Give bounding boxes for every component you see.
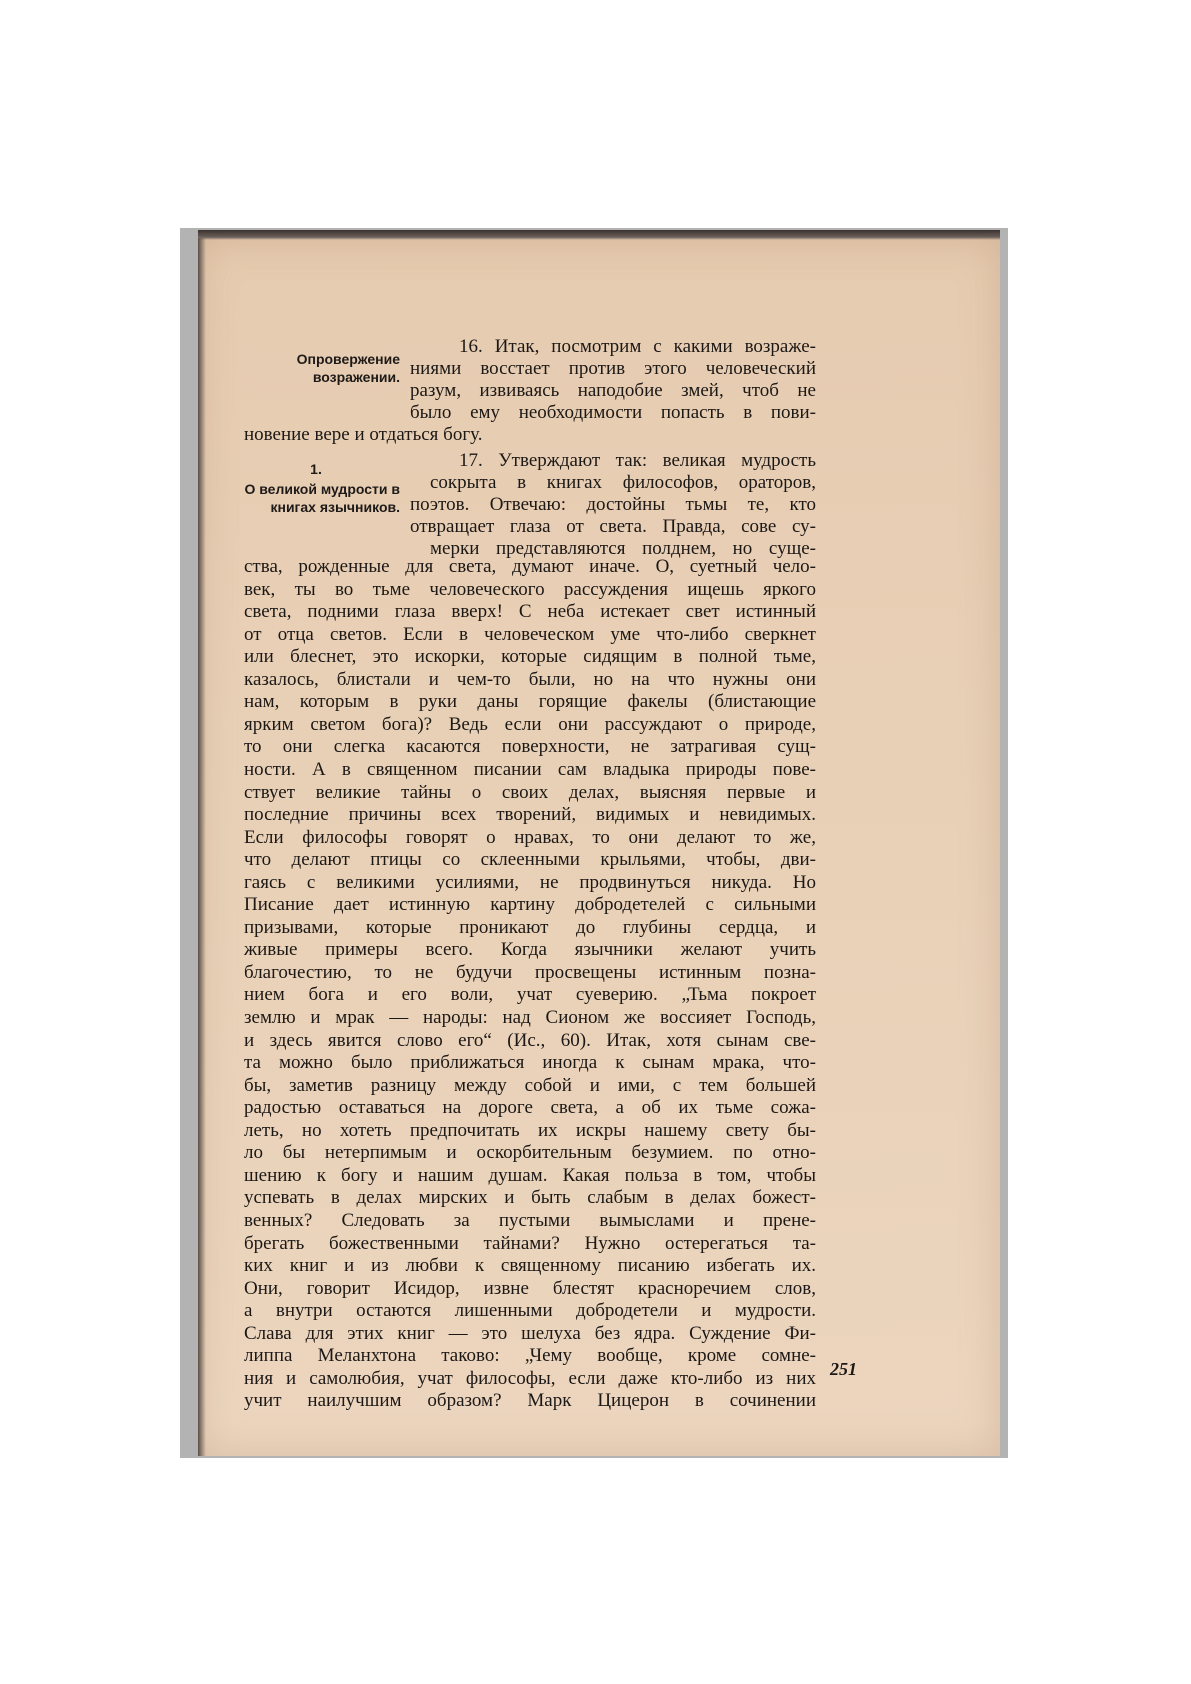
text-line: Если философы говорят о нравах, то они делают то же, [244, 827, 816, 848]
text-line: живые примеры всего. Когда язычники желают учить [244, 939, 816, 960]
text-line: от отца светов. Если в человеческом уме что-либо сверкнет [244, 624, 816, 645]
text-line: нам, которым в руки даны горящие факелы (блистающие [244, 691, 816, 712]
text-line: венных? Следовать за пустыми вымыслами и прене- [244, 1210, 816, 1231]
text-line: ярким светом бога)? Ведь если они рассуждают о природе, [244, 714, 816, 735]
text-line: последние причины всех творений, видимых и невидимых. [244, 804, 816, 825]
text-line: казалось, блистали и чем-то были, но на что нужны они [244, 669, 816, 690]
text-line: ности. А в священном писании сам владыка природы пове- [244, 759, 816, 780]
text-line: Писание дает истинную картину добродетелей с сильными [244, 894, 816, 915]
text-line: ких книг и из любви к священному писанию избегать их. [244, 1255, 816, 1276]
text-line: благочестию, то не будучи просвещены истинным позна- [244, 962, 816, 983]
page-left-edge [198, 238, 206, 1456]
text-line: век, ты во тьме человеческого рассуждения ищешь яркого [244, 579, 816, 600]
margin-note-refutation: Опровержение возражении. [296, 351, 400, 385]
text-line: поэтов. Отвечаю: достойны тьмы те, кто [410, 494, 816, 515]
text-line: ния и самолюбия, учат философы, если даже кто-либо из них [244, 1368, 816, 1389]
text-line: или блеснет, это искорки, которые сидящим в полной тьме, [244, 646, 816, 667]
margin-note-wisdom: О великой мудрости в книгах язычников. [244, 481, 400, 515]
text-line: то они слегка касаются поверхности, не затрагивая сущ- [244, 736, 816, 757]
text-line: отвращает глаза от света. Правда, сове су- [410, 516, 816, 537]
text-line: успевать в делах мирских и быть слабым в делах божест- [244, 1187, 816, 1208]
text-line: призывами, которые проникают до глубины сердца, и [244, 917, 816, 938]
text-line: липпа Меланхтона таково: „Чему вообще, кроме сомне- [244, 1345, 816, 1366]
text-line: ло бы нетерпимым и оскорбительным безумием. по отно- [244, 1142, 816, 1163]
text-line: мерки представляются полднем, но суще- [430, 538, 816, 559]
text-line: Слава для этих книг — это шелуха без ядра. Суждение Фи- [244, 1323, 816, 1344]
text-line: леть, но хотеть предпочитать их искры нашему свету бы- [244, 1120, 816, 1141]
text-line: а внутри остаются лишенными добродетели и мудрости. [244, 1300, 816, 1321]
text-line: брегать божественными тайнами? Нужно остерегаться та- [244, 1233, 816, 1254]
text-line: землю и мрак — народы: над Сионом же воссияет Господь, [244, 1007, 816, 1028]
text-line: сокрыта в книгах философов, ораторов, [430, 472, 816, 493]
text-line: та можно было приближаться иногда к сынам мрака, что- [244, 1052, 816, 1073]
margin-note-number: 1. [310, 461, 322, 477]
text-line: радостью оставаться на дороге света, а об их тьме сожа- [244, 1097, 816, 1118]
text-line: гаясь с великими усилиями, не продвинуться никуда. Но [244, 872, 816, 893]
text-line: ства, рожденные для света, думают иначе. О, суетный чело- [244, 556, 816, 577]
text-line: 17. Утверждают так: великая мудрость [459, 450, 816, 471]
text-line: и здесь явится слово его“ (Ис., 60). Итак, хотя сынам све- [244, 1030, 816, 1051]
text-line: ниями восстает против этого человеческий [410, 358, 816, 379]
text-line: что делают птицы со склеенными крыльями, чтобы, дви- [244, 849, 816, 870]
text-line: разум, извиваясь наподобие змей, чтоб не [410, 380, 816, 401]
page-top-edge [198, 230, 1000, 240]
text-line: нием бога и его воли, учат суеверию. „Тьма покроет [244, 984, 816, 1005]
text-line: шению к богу и нашим душам. Какая польза в том, чтобы [244, 1165, 816, 1186]
text-line: Они, говорит Исидор, извне блестят красноречием слов, [244, 1278, 816, 1299]
text-line: новение вере и отдаться богу. [244, 424, 483, 445]
text-line: было ему необходимости попасть в пови- [410, 402, 816, 423]
text-line: бы, заметив разницу между собой и ими, с тем большей [244, 1075, 816, 1096]
text-line: 16. Итак, посмотрим с какими возраже- [459, 336, 816, 357]
text-line: ствует великие тайны о своих делах, выясняя первые и [244, 782, 816, 803]
text-line: учит наилучшим образом? Марк Цицерон в сочинении [244, 1390, 816, 1411]
page-number: 251 [830, 1359, 857, 1379]
text-line: света, подними глаза вверх! С неба истекает свет истинный [244, 601, 816, 622]
